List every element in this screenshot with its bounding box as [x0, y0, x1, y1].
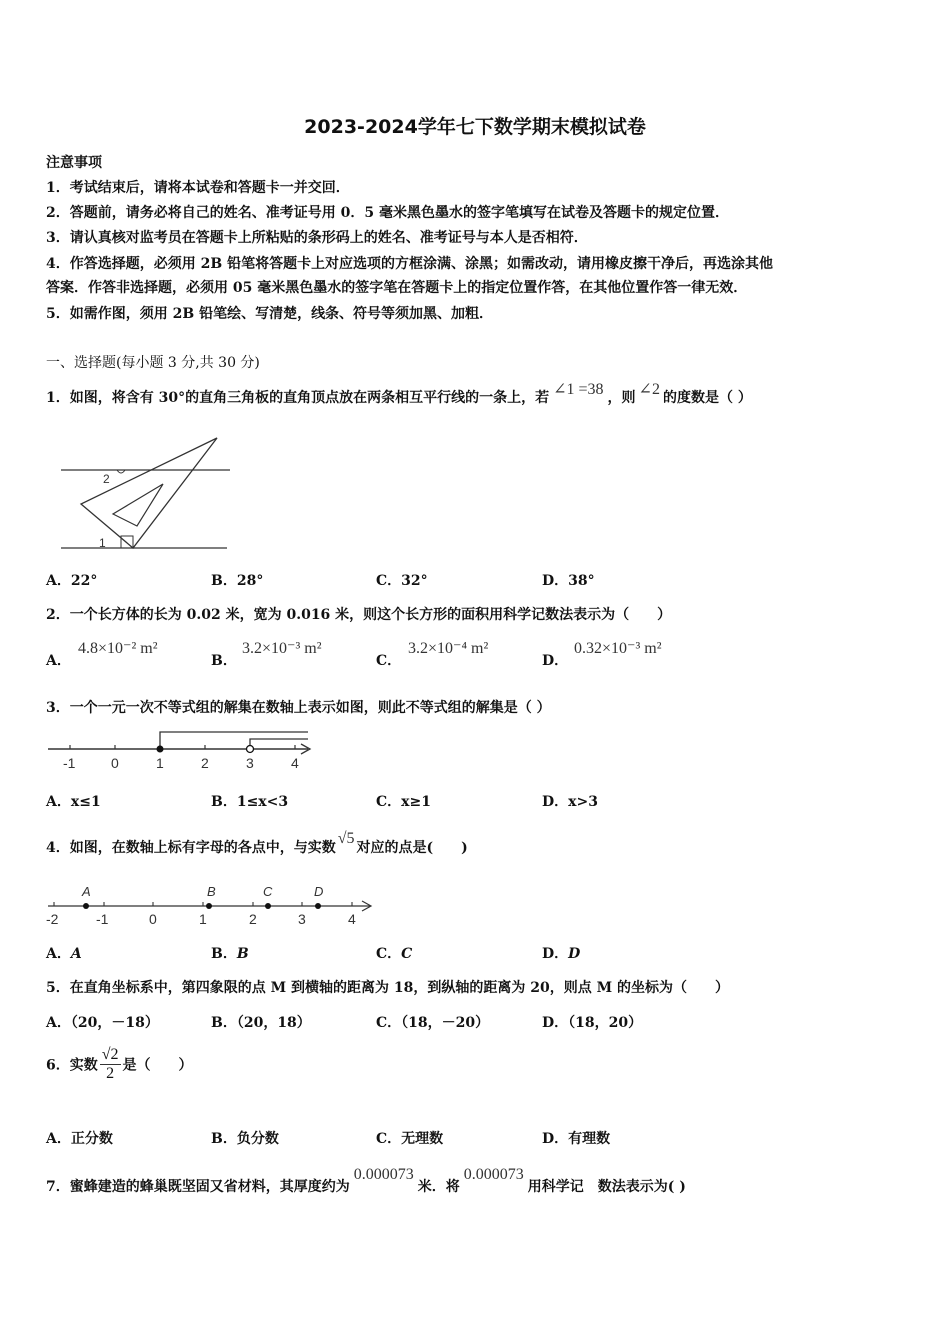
number-line-inequality	[46, 726, 321, 776]
angle-2-symbol: ∠2	[638, 381, 660, 398]
q4-option-c-label: C．	[376, 946, 402, 962]
q2-option-c-label[interactable]: C．	[376, 653, 402, 669]
q2-option-c-value: 3.2×10⁻⁴ m²	[408, 640, 489, 657]
q4-option-b-value: B	[236, 946, 249, 962]
q3-option-a[interactable]: A．x≤1	[46, 794, 101, 810]
tick-label: 0	[149, 911, 157, 927]
tick-label: -1	[63, 755, 76, 771]
q2-option-b-label[interactable]: B．	[211, 653, 237, 669]
notice-item: 答案．作答非选择题，必须用 05 毫米黑色墨水的签字笔在答题卡上的指定位置作答，在其他位置作答一律无效．	[46, 280, 748, 296]
q4-option-a[interactable]	[46, 943, 82, 963]
notice-item: 4．作答选择题，必须用 2B 铅笔将答题卡上对应选项的方框涂满、涂黑；如需改动，请用橡皮擦干净后，再选涂其他	[46, 256, 774, 272]
tick-label: -2	[46, 911, 59, 927]
thickness-value-repeat: 0.000073	[463, 1166, 524, 1183]
q1-option-d[interactable]: D．38°	[542, 573, 595, 589]
question-1-text: 1．如图，将含有 30°的直角三角板的直角顶点放在两条相互平行线的一条上，若	[46, 390, 550, 406]
question-1-text-mid: ，则	[607, 390, 636, 406]
notice-item: 2．答题前，请务必将自己的姓名、准考证号用 0．5 毫米黑色墨水的签字笔填写在试卷及答题卡的规定位置．	[46, 205, 729, 221]
q5-option-d[interactable]: D．（18，20）	[542, 1015, 643, 1031]
tick-label: 4	[291, 755, 299, 771]
q4-option-d-label: D．	[542, 946, 569, 962]
q2-option-a-value: 4.8×10⁻² m²	[78, 640, 158, 657]
question-1	[46, 381, 752, 407]
tick-label: 1	[156, 755, 164, 771]
thickness-value: 0.000073	[353, 1166, 414, 1183]
sqrt5-expression: √5	[337, 830, 355, 847]
q5-option-a[interactable]: A．（20，－18）	[46, 1015, 159, 1031]
point-label-a: A	[82, 884, 91, 899]
triangle-ruler-figure	[55, 432, 245, 557]
q4-option-b-label: B．	[211, 946, 237, 962]
q6-option-d[interactable]: D．有理数	[542, 1131, 611, 1147]
notice-item: 5．如需作图，须用 2B 铅笔绘、写清楚，线条、符号等须加黑、加粗．	[46, 306, 494, 322]
number-line-points	[44, 880, 379, 928]
question-2-text: 2．一个长方体的长为 0.02 米，宽为 0.016 米，则这个长方形的面积用科学记数法表示为（ ）	[46, 607, 672, 623]
q4-option-d[interactable]	[542, 943, 580, 963]
angle-2-label: 2	[103, 472, 110, 486]
tick-label: 3	[298, 911, 306, 927]
angle-1-expression: ∠1 =38	[553, 381, 604, 398]
question-4-text: 4．如图，在数轴上标有字母的各点中，与实数	[46, 840, 336, 856]
tick-label: 2	[201, 755, 209, 771]
point-label-d: D	[314, 884, 324, 899]
tick-label: -1	[96, 911, 109, 927]
question-7	[46, 1166, 686, 1196]
question-6	[46, 1046, 193, 1083]
point-label-b: B	[207, 884, 216, 899]
tick-label: 0	[111, 755, 119, 771]
q4-option-a-label: A．	[46, 946, 71, 962]
page-title: 2023-2024学年七下数学期末模拟试卷	[304, 116, 646, 138]
fraction-numerator: √2	[101, 1046, 119, 1063]
question-7-text-mid: 米．将	[417, 1179, 460, 1195]
point-label-c: C	[263, 884, 273, 899]
q2-option-d-value: 0.32×10⁻³ m²	[574, 640, 662, 657]
q3-option-c[interactable]: C．x≥1	[376, 794, 431, 810]
question-6-text: 6．实数	[46, 1057, 98, 1074]
q1-option-b[interactable]: B．28°	[211, 573, 264, 589]
question-4-text-end: 对应的点是( )	[356, 840, 468, 856]
q6-option-a[interactable]: A．正分数	[46, 1131, 113, 1147]
fraction-denominator: 2	[106, 1065, 115, 1082]
q2-option-d-label[interactable]: D．	[542, 653, 569, 669]
q4-option-b[interactable]	[211, 943, 249, 963]
tick-label: 1	[199, 911, 207, 927]
q3-option-d[interactable]: D．x>3	[542, 794, 598, 810]
angle-1-label: 1	[99, 536, 106, 550]
q4-option-a-value: A	[70, 946, 82, 962]
q4-option-c[interactable]	[376, 943, 412, 963]
q5-option-b[interactable]: B．（20，18）	[211, 1015, 311, 1031]
notice-heading: 注意事项	[46, 155, 102, 171]
question-6-text-end: 是（ ）	[122, 1057, 193, 1074]
q3-option-b[interactable]: B．1≤x<3	[211, 794, 289, 810]
question-7-text: 7．蜜蜂建造的蜂巢既坚固又省材料，其厚度约为	[46, 1179, 350, 1195]
question-5-text: 5．在直角坐标系中，第四象限的点 M 到横轴的距离为 18，到纵轴的距离为 20，则点 M 的坐标为（ ）	[46, 980, 729, 996]
question-7-text-end: 用科学记 数法表示为( )	[527, 1179, 686, 1195]
q6-option-b[interactable]: B．负分数	[211, 1131, 279, 1147]
tick-label: 4	[348, 911, 356, 927]
tick-label: 2	[249, 911, 257, 927]
q4-option-d-value: D	[568, 946, 581, 962]
tick-label: 3	[246, 755, 254, 771]
question-4	[46, 830, 468, 857]
sqrt2-over-2-fraction	[100, 1046, 121, 1083]
question-3-text: 3．一个一元一次不等式组的解集在数轴上表示如图，则此不等式组的解集是（ ）	[46, 700, 551, 716]
q1-option-a[interactable]: A．22°	[46, 573, 98, 589]
q2-option-b-value: 3.2×10⁻³ m²	[242, 640, 322, 657]
q6-option-c[interactable]: C．无理数	[376, 1131, 444, 1147]
q2-option-a-label[interactable]: A．	[46, 653, 71, 669]
question-1-text-end: 的度数是（ ）	[662, 390, 752, 406]
q5-option-c[interactable]: C．（18，－20）	[376, 1015, 490, 1031]
section-heading: 一、选择题(每小题 3 分,共 30 分)	[46, 355, 260, 371]
q4-option-c-value: C	[401, 946, 413, 962]
notice-item: 1．考试结束后，请将本试卷和答题卡一并交回．	[46, 180, 350, 196]
notice-item: 3．请认真核对监考员在答题卡上所粘贴的条形码上的姓名、准考证号与本人是否相符．	[46, 230, 588, 246]
q1-option-c[interactable]: C．32°	[376, 573, 428, 589]
